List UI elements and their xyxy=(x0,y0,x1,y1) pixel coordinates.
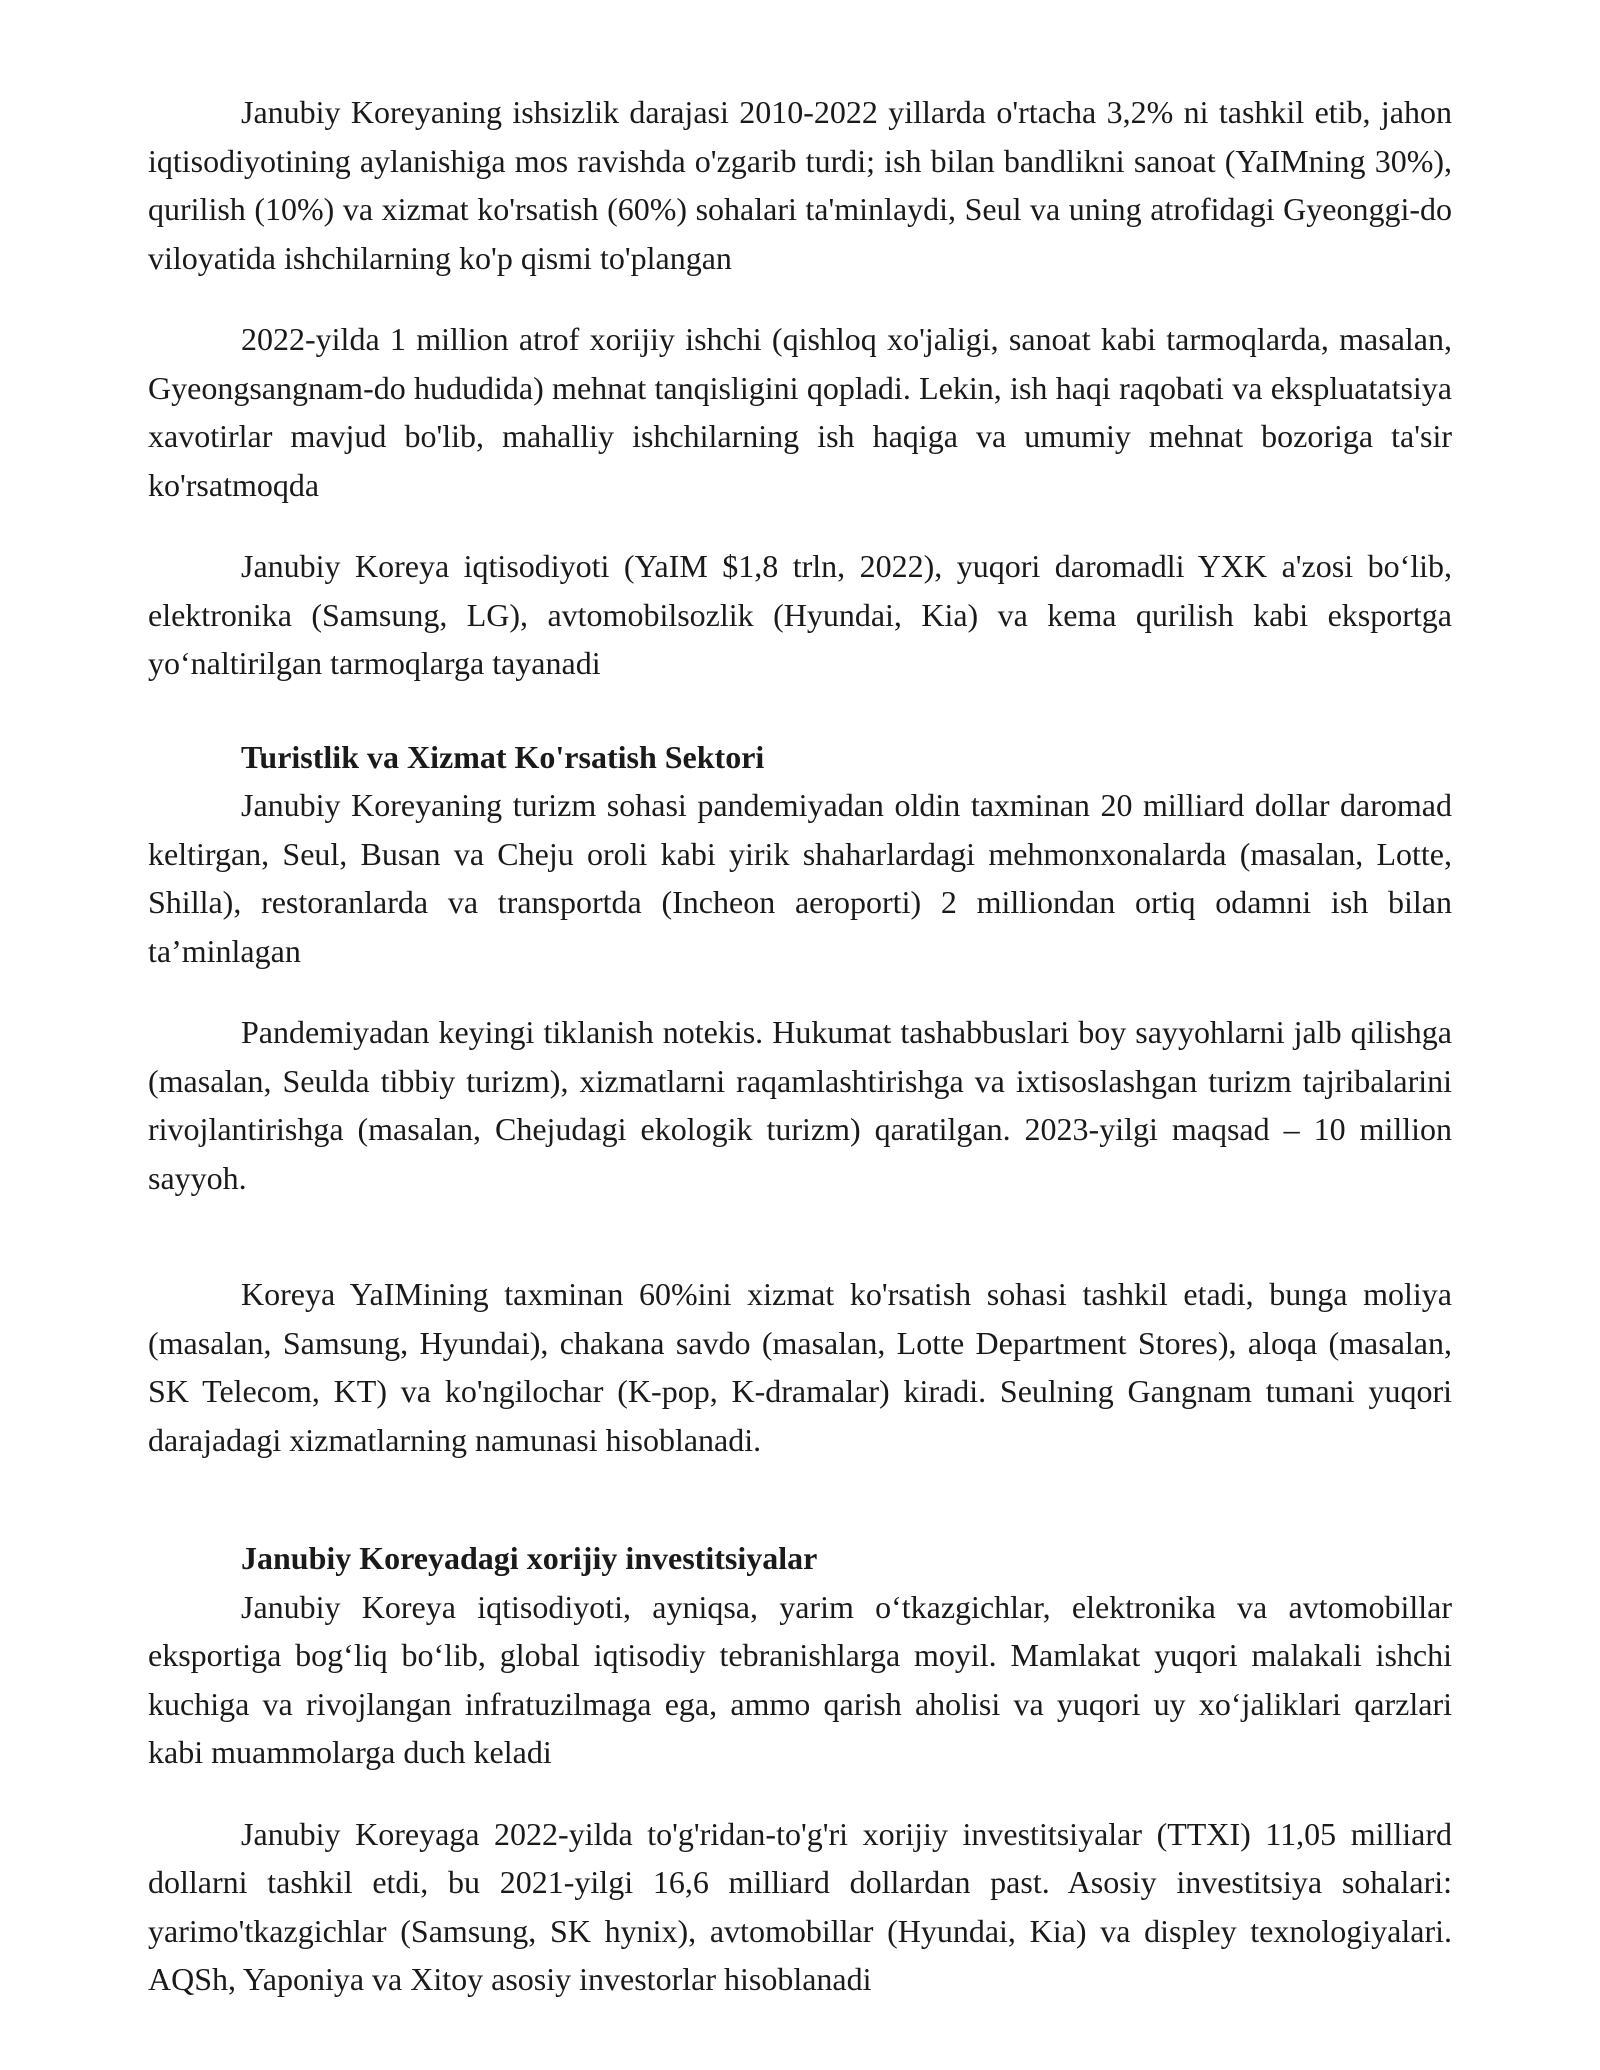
section-heading-foreign-investment: Janubiy Koreyadagi xorijiy investitsiyalar xyxy=(241,1540,818,1576)
paragraph-services-sector: Koreya YaIMining taxminan 60%ini xizmat ko'rsatish sohasi tashkil etadi, bunga moliya (masalan, Samsung, Hyundai), chakana savdo (masalan, Lotte Department Stores), aloqa (masalan, SK Telecom, KT) va ko'ngilochar (K-pop, K-dramalar) kiradi. Seulning Gangnam tumani yuqori darajadagi xizmatlarning namunasi hisoblanadi. xyxy=(148,1276,1452,1458)
paragraph-post-pandemic-recovery: Pandemiyadan keyingi tiklanish notekis. Hukumat tashabbuslari boy sayyohlarni jalb qilishga (masalan, Seulda tibbiy turizm), xizmatlarni raqamlashtirishga va ixtisoslashgan turizm tajribalarini rivojlantirishga (masalan, Chejudagi ekologik turizm) qaratilgan. 2023-yilgi maqsad – 10 million sayyoh. xyxy=(148,1014,1452,1196)
document-body xyxy=(148,88,1452,2004)
paragraph-tourism-revenue: Janubiy Koreyaning turizm sohasi pandemiyadan oldin taxminan 20 milliard dollar daromad keltirgan, Seul, Busan va Cheju oroli kabi yirik shaharlardagi mehmonxonalarda (masalan, Lotte, Shilla), restoranlarda va transportda (Incheon aeroporti) 2 milliondan ortiq odamni ish bilan ta’minlagan xyxy=(148,787,1452,969)
paragraph-export-dependence: Janubiy Koreya iqtisodiyoti, ayniqsa, yarim o‘tkazgichlar, elektronika va avtomobillar eksportiga bog‘liq bo‘lib, global iqtisodiy tebranishlarga moyil. Mamlakat yuqori malakali ishchi kuchiga va rivojlangan infratuzilmaga ega, ammo qarish aholisi va yuqori uy xo‘jaliklari qarzlari kabi muammolarga duch keladi xyxy=(148,1588,1452,1770)
paragraph-economy-overview: Janubiy Koreya iqtisodiyoti (YaIM $1,8 trln, 2022), yuqori daromadli YXK a'zosi bo‘lib, elektronika (Samsung, LG), avtomobilsozlik (Hyundai, Kia) va kema qurilish kabi eksportga yo‘naltirilgan tarmoqlarga tayanadi xyxy=(148,548,1452,681)
paragraph-fdi-2022: Janubiy Koreyaga 2022-yilda to'g'ridan-to'g'ri xorijiy investitsiyalar (TTXI) 11,05 milliard dollarni tashkil etdi, bu 2021-yilgi 16,6 milliard dollardan past. Asosiy investitsiya sohalari: yarimo'tkazgichlar (Samsung, SK hynix), avtomobillar (Hyundai, Kia) va displey texnologiyalari. AQSh, Yaponiya va Xitoy asosiy investorlar hisoblanadi xyxy=(148,1815,1452,1997)
paragraph-unemployment: Janubiy Koreyaning ishsizlik darajasi 2010-2022 yillarda o'rtacha 3,2% ni tashkil etib, jahon iqtisodiyotining aylanishiga mos ravishda o'zgarib turdi; ish bilan bandlikni sanoat (YaIMning 30%), qurilish (10%) va xizmat ko'rsatish (60%) sohalari ta'minlaydi, Seul va uning atrofidagi Gyeonggi-do viloyatida ishchilarning ko'p qismi to'plangan xyxy=(148,94,1452,276)
paragraph-foreign-workers: 2022-yilda 1 million atrof xorijiy ishchi (qishloq xo'jaligi, sanoat kabi tarmoqlarda, masalan, Gyeongsangnam-do hududida) mehnat tanqisligini qopladi. Lekin, ish haqi raqobati va ekspluatatsiya xavotirlar mavjud bo'lib, mahalliy ishchilarning ish haqiga va umumiy mehnat bozoriga ta'sir ko'rsatmoqda xyxy=(148,321,1452,503)
section-heading-tourism: Turistlik va Xizmat Ko'rsatish Sektori xyxy=(241,738,765,775)
